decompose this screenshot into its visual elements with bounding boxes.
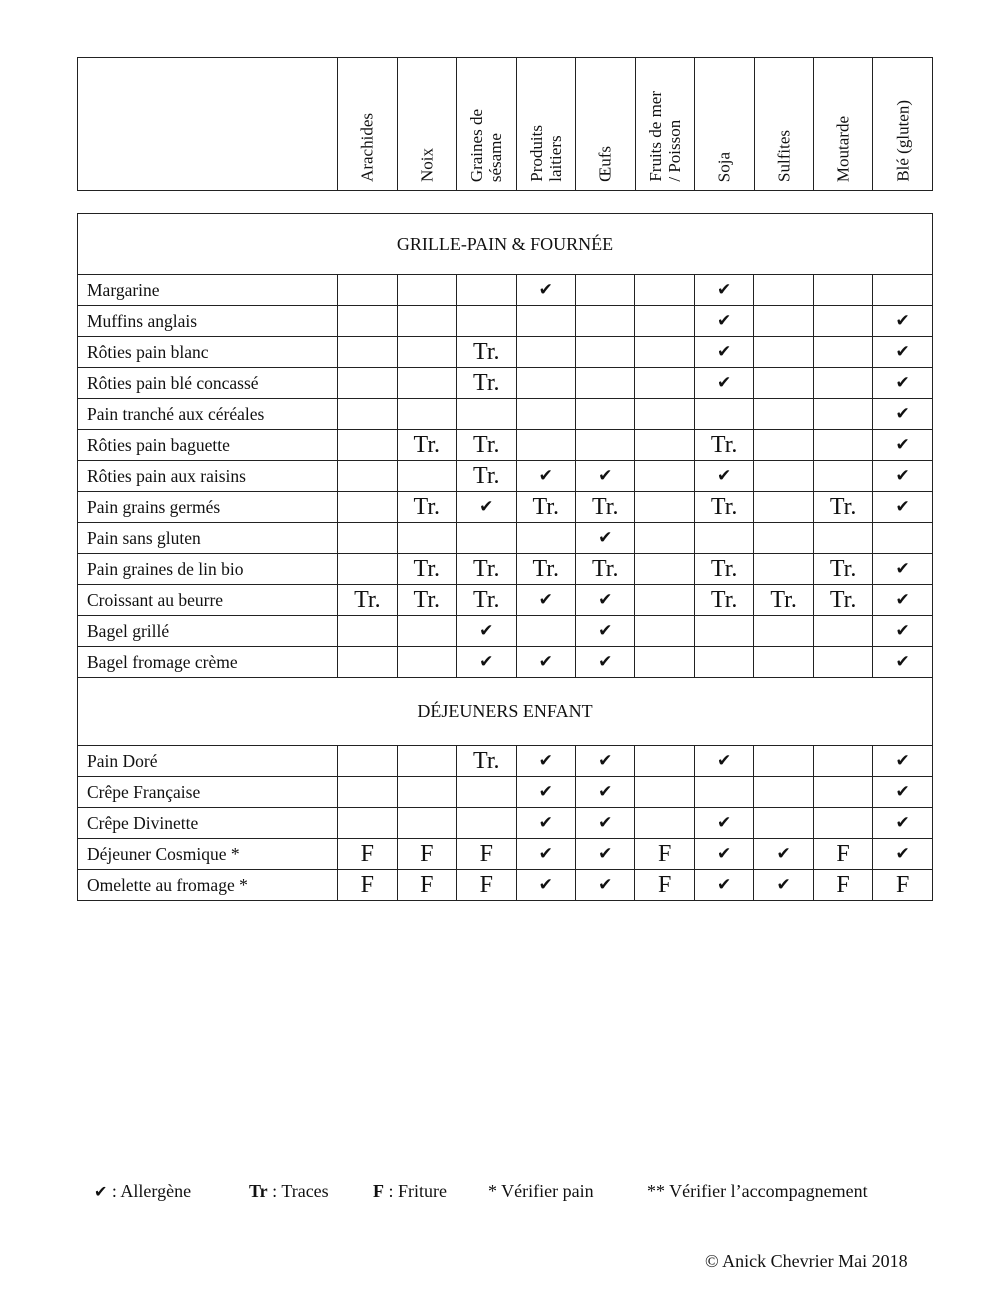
traces-mark-moutarde: Tr.: [813, 585, 872, 616]
traces-mark-oeufs: Tr.: [575, 554, 634, 585]
friture-mark-sesame: F: [457, 839, 516, 870]
allergen-check-icon-laitiers: ✔: [516, 275, 575, 306]
allergen-check-icon-ble: ✔: [873, 746, 933, 777]
empty-cell: [575, 275, 634, 306]
empty-cell: [397, 461, 456, 492]
empty-cell: [754, 430, 813, 461]
empty-cell: [813, 461, 872, 492]
empty-cell: [516, 399, 575, 430]
allergen-check-icon-ble: ✔: [873, 430, 933, 461]
empty-cell: [457, 523, 516, 554]
empty-cell: [397, 777, 456, 808]
allergen-check-icon-oeufs: ✔: [575, 839, 634, 870]
empty-cell: [575, 368, 634, 399]
section-header-row: [78, 678, 933, 746]
legend-allergen-text: : Allergène: [107, 1181, 192, 1201]
header-label: Produits laitiers: [526, 125, 565, 182]
empty-cell: [338, 368, 397, 399]
empty-cell: [635, 275, 694, 306]
header-oeufs: [576, 58, 635, 191]
table-row: [78, 492, 933, 523]
empty-cell: [754, 492, 813, 523]
allergen-check-icon-soja: ✔: [694, 746, 753, 777]
empty-cell: [813, 777, 872, 808]
empty-cell: [338, 275, 397, 306]
item-name: Pain grains germés: [78, 492, 338, 523]
allergen-check-icon-sulfites: ✔: [754, 839, 813, 870]
empty-cell: [754, 306, 813, 337]
legend-friture-text: : Friture: [384, 1181, 447, 1201]
allergen-check-icon-oeufs: ✔: [575, 461, 634, 492]
allergen-check-icon-oeufs: ✔: [575, 870, 634, 901]
empty-cell: [873, 275, 933, 306]
empty-cell: [754, 461, 813, 492]
traces-mark-soja: Tr.: [694, 585, 753, 616]
header-label: Arachides: [357, 113, 377, 182]
allergen-check-icon-sesame: ✔: [457, 647, 516, 678]
empty-cell: [635, 368, 694, 399]
allergen-check-icon-ble: ✔: [873, 492, 933, 523]
allergen-check-icon-laitiers: ✔: [516, 585, 575, 616]
empty-cell: [338, 523, 397, 554]
empty-cell: [338, 808, 397, 839]
friture-mark-arachides: F: [338, 870, 397, 901]
empty-cell: [694, 399, 753, 430]
traces-mark-noix: Tr.: [397, 585, 456, 616]
empty-cell: [635, 337, 694, 368]
item-name: Rôties pain aux raisins: [78, 461, 338, 492]
empty-cell: [635, 746, 694, 777]
friture-mark-arachides: F: [338, 839, 397, 870]
table-row: [78, 430, 933, 461]
traces-mark-arachides: Tr.: [338, 585, 397, 616]
traces-mark-laitiers: Tr.: [516, 492, 575, 523]
header-moutarde: [814, 58, 873, 191]
empty-cell: [635, 647, 694, 678]
friture-mark-noix: F: [397, 839, 456, 870]
empty-cell: [397, 337, 456, 368]
empty-cell: [813, 808, 872, 839]
header-sulfites: [754, 58, 813, 191]
empty-cell: [754, 275, 813, 306]
empty-cell: [635, 777, 694, 808]
allergen-check-icon-laitiers: ✔: [516, 839, 575, 870]
empty-cell: [635, 554, 694, 585]
allergen-check-icon-ble: ✔: [873, 554, 933, 585]
legend-note-pain: * Vérifier pain: [488, 1181, 594, 1201]
allergen-check-icon-ble: ✔: [873, 399, 933, 430]
empty-cell: [873, 523, 933, 554]
legend-friture-symbol: F: [373, 1181, 384, 1201]
empty-cell: [813, 399, 872, 430]
empty-cell: [694, 523, 753, 554]
empty-cell: [516, 616, 575, 647]
allergen-check-icon-laitiers: ✔: [516, 777, 575, 808]
empty-cell: [338, 430, 397, 461]
item-name: Pain sans gluten: [78, 523, 338, 554]
item-name: Rôties pain blanc: [78, 337, 338, 368]
friture-mark-moutarde: F: [813, 839, 872, 870]
empty-cell: [575, 337, 634, 368]
empty-cell: [338, 492, 397, 523]
empty-cell: [575, 430, 634, 461]
item-name: Rôties pain blé concassé: [78, 368, 338, 399]
empty-cell: [397, 523, 456, 554]
empty-cell: [338, 337, 397, 368]
empty-cell: [754, 647, 813, 678]
empty-cell: [635, 492, 694, 523]
header-empty-cell: [78, 58, 338, 191]
allergen-check-icon-sulfites: ✔: [754, 870, 813, 901]
allergen-check-icon-soja: ✔: [694, 368, 753, 399]
header-noix: [397, 58, 456, 191]
traces-mark-sesame: Tr.: [457, 585, 516, 616]
copyright-credit: © Anick Chevrier Mai 2018: [705, 1251, 908, 1271]
table-row: [78, 746, 933, 777]
table-row: [78, 368, 933, 399]
empty-cell: [813, 523, 872, 554]
traces-mark-noix: Tr.: [397, 492, 456, 523]
empty-cell: [397, 616, 456, 647]
item-name: Bagel fromage crème: [78, 647, 338, 678]
empty-cell: [397, 746, 456, 777]
empty-cell: [813, 337, 872, 368]
traces-mark-noix: Tr.: [397, 430, 456, 461]
table-row: [78, 554, 933, 585]
empty-cell: [457, 808, 516, 839]
empty-cell: [635, 523, 694, 554]
header-soja: [695, 58, 754, 191]
table-row: [78, 616, 933, 647]
allergen-check-icon-laitiers: ✔: [516, 746, 575, 777]
empty-cell: [754, 399, 813, 430]
table-row: [78, 808, 933, 839]
table-row: [78, 647, 933, 678]
empty-cell: [754, 554, 813, 585]
traces-mark-soja: Tr.: [694, 554, 753, 585]
empty-cell: [575, 399, 634, 430]
check-icon: ✔: [94, 1184, 108, 1201]
allergen-check-icon-soja: ✔: [694, 839, 753, 870]
header-arachides: [338, 58, 397, 191]
allergen-check-icon-laitiers: ✔: [516, 647, 575, 678]
header-label: Noix: [417, 148, 437, 182]
header-label: Blé (gluten): [893, 100, 913, 182]
table-row: [78, 306, 933, 337]
item-name: Rôties pain baguette: [78, 430, 338, 461]
empty-cell: [457, 399, 516, 430]
allergen-check-icon-oeufs: ✔: [575, 585, 634, 616]
allergen-check-icon-ble: ✔: [873, 616, 933, 647]
allergen-check-icon-oeufs: ✔: [575, 647, 634, 678]
empty-cell: [338, 399, 397, 430]
empty-cell: [338, 306, 397, 337]
empty-cell: [754, 777, 813, 808]
allergen-check-icon-ble: ✔: [873, 647, 933, 678]
allergen-check-icon-sesame: ✔: [457, 616, 516, 647]
empty-cell: [754, 337, 813, 368]
section-header-row: [78, 214, 933, 275]
item-name: Margarine: [78, 275, 338, 306]
empty-cell: [813, 647, 872, 678]
table-row: [78, 870, 933, 901]
allergen-check-icon-ble: ✔: [873, 337, 933, 368]
allergen-header-table: [77, 57, 933, 191]
friture-mark-sesame: F: [457, 870, 516, 901]
empty-cell: [813, 746, 872, 777]
traces-mark-laitiers: Tr.: [516, 554, 575, 585]
table-row: [78, 523, 933, 554]
allergen-check-icon-ble: ✔: [873, 368, 933, 399]
empty-cell: [635, 461, 694, 492]
legend-note-accompagnement: ** Vérifier l’accompagnement: [647, 1181, 868, 1201]
header-label: Sulfites: [774, 130, 794, 182]
allergen-check-icon-oeufs: ✔: [575, 746, 634, 777]
item-name: Muffins anglais: [78, 306, 338, 337]
header-ble-gluten: [873, 58, 933, 191]
empty-cell: [516, 306, 575, 337]
traces-mark-sesame: Tr.: [457, 368, 516, 399]
empty-cell: [338, 777, 397, 808]
traces-mark-oeufs: Tr.: [575, 492, 634, 523]
empty-cell: [694, 777, 753, 808]
empty-cell: [338, 746, 397, 777]
empty-cell: [397, 275, 456, 306]
header-fruits-de-mer: [635, 58, 694, 191]
empty-cell: [635, 306, 694, 337]
item-name: Pain graines de lin bio: [78, 554, 338, 585]
empty-cell: [457, 275, 516, 306]
table-row: [78, 399, 933, 430]
allergen-check-icon-oeufs: ✔: [575, 777, 634, 808]
item-name: Crêpe Française: [78, 777, 338, 808]
empty-cell: [516, 523, 575, 554]
empty-cell: [516, 368, 575, 399]
allergen-check-icon-soja: ✔: [694, 808, 753, 839]
allergen-check-icon-laitiers: ✔: [516, 461, 575, 492]
friture-mark-fruits-de-mer: F: [635, 870, 694, 901]
allergen-check-icon-ble: ✔: [873, 808, 933, 839]
empty-cell: [397, 647, 456, 678]
friture-mark-fruits-de-mer: F: [635, 839, 694, 870]
legend-traces-text: : Traces: [267, 1181, 329, 1201]
traces-mark-sesame: Tr.: [457, 337, 516, 368]
traces-mark-sesame: Tr.: [457, 746, 516, 777]
friture-mark-noix: F: [397, 870, 456, 901]
friture-mark-moutarde: F: [813, 870, 872, 901]
legend-traces: [249, 1181, 329, 1202]
header-label: Moutarde: [833, 115, 853, 182]
section-title: DÉJEUNERS ENFANT: [78, 678, 933, 746]
header-label: Fruits de mer / Poisson: [645, 91, 684, 182]
empty-cell: [813, 430, 872, 461]
header-label: Soja: [714, 151, 734, 182]
allergen-check-icon-ble: ✔: [873, 461, 933, 492]
traces-mark-sesame: Tr.: [457, 430, 516, 461]
allergen-check-icon-oeufs: ✔: [575, 616, 634, 647]
empty-cell: [754, 808, 813, 839]
traces-mark-soja: Tr.: [694, 430, 753, 461]
item-name: Croissant au beurre: [78, 585, 338, 616]
empty-cell: [516, 430, 575, 461]
allergen-check-icon-oeufs: ✔: [575, 523, 634, 554]
legend-friture: [373, 1181, 447, 1202]
allergen-check-icon-soja: ✔: [694, 306, 753, 337]
empty-cell: [635, 430, 694, 461]
traces-mark-noix: Tr.: [397, 554, 456, 585]
section-title: GRILLE-PAIN & FOURNÉE: [78, 214, 933, 275]
allergen-table: [77, 213, 933, 901]
empty-cell: [397, 399, 456, 430]
allergen-check-icon-laitiers: ✔: [516, 808, 575, 839]
allergen-check-icon-sesame: ✔: [457, 492, 516, 523]
legend-traces-symbol: Tr: [249, 1181, 268, 1201]
allergen-check-icon-ble: ✔: [873, 306, 933, 337]
allergen-check-icon-soja: ✔: [694, 870, 753, 901]
empty-cell: [635, 616, 694, 647]
empty-cell: [754, 616, 813, 647]
empty-cell: [338, 554, 397, 585]
empty-cell: [813, 306, 872, 337]
allergen-check-icon-soja: ✔: [694, 461, 753, 492]
allergen-check-icon-ble: ✔: [873, 777, 933, 808]
empty-cell: [813, 368, 872, 399]
item-name: Déjeuner Cosmique *: [78, 839, 338, 870]
legend-allergen: [94, 1181, 191, 1202]
allergen-check-icon-soja: ✔: [694, 275, 753, 306]
table-row: [78, 777, 933, 808]
header-label: Œufs: [595, 146, 615, 182]
item-name: Pain Doré: [78, 746, 338, 777]
empty-cell: [635, 399, 694, 430]
item-name: Bagel grillé: [78, 616, 338, 647]
empty-cell: [754, 368, 813, 399]
traces-mark-moutarde: Tr.: [813, 492, 872, 523]
empty-cell: [397, 306, 456, 337]
table-row: [78, 337, 933, 368]
empty-cell: [338, 461, 397, 492]
traces-mark-sesame: Tr.: [457, 554, 516, 585]
empty-cell: [575, 306, 634, 337]
item-name: Crêpe Divinette: [78, 808, 338, 839]
header-label: Graines de sésame: [467, 108, 506, 182]
allergen-check-icon-soja: ✔: [694, 337, 753, 368]
table-row: [78, 839, 933, 870]
empty-cell: [338, 616, 397, 647]
item-name: Omelette au fromage *: [78, 870, 338, 901]
item-name: Pain tranché aux céréales: [78, 399, 338, 430]
empty-cell: [694, 647, 753, 678]
traces-mark-soja: Tr.: [694, 492, 753, 523]
allergen-check-icon-ble: ✔: [873, 839, 933, 870]
empty-cell: [754, 746, 813, 777]
traces-mark-sulfites: Tr.: [754, 585, 813, 616]
empty-cell: [635, 585, 694, 616]
allergen-check-icon-ble: ✔: [873, 585, 933, 616]
empty-cell: [338, 647, 397, 678]
empty-cell: [694, 616, 753, 647]
empty-cell: [813, 275, 872, 306]
empty-cell: [635, 808, 694, 839]
table-row: [78, 585, 933, 616]
traces-mark-sesame: Tr.: [457, 461, 516, 492]
traces-mark-moutarde: Tr.: [813, 554, 872, 585]
empty-cell: [813, 616, 872, 647]
empty-cell: [457, 777, 516, 808]
allergen-check-icon-oeufs: ✔: [575, 808, 634, 839]
empty-cell: [397, 368, 456, 399]
allergen-check-icon-laitiers: ✔: [516, 870, 575, 901]
header-graines-de-sesame: [457, 58, 516, 191]
empty-cell: [754, 523, 813, 554]
friture-mark-ble: F: [873, 870, 933, 901]
empty-cell: [457, 306, 516, 337]
empty-cell: [516, 337, 575, 368]
header-produits-laitiers: [516, 58, 575, 191]
table-row: [78, 461, 933, 492]
table-row: [78, 275, 933, 306]
empty-cell: [397, 808, 456, 839]
